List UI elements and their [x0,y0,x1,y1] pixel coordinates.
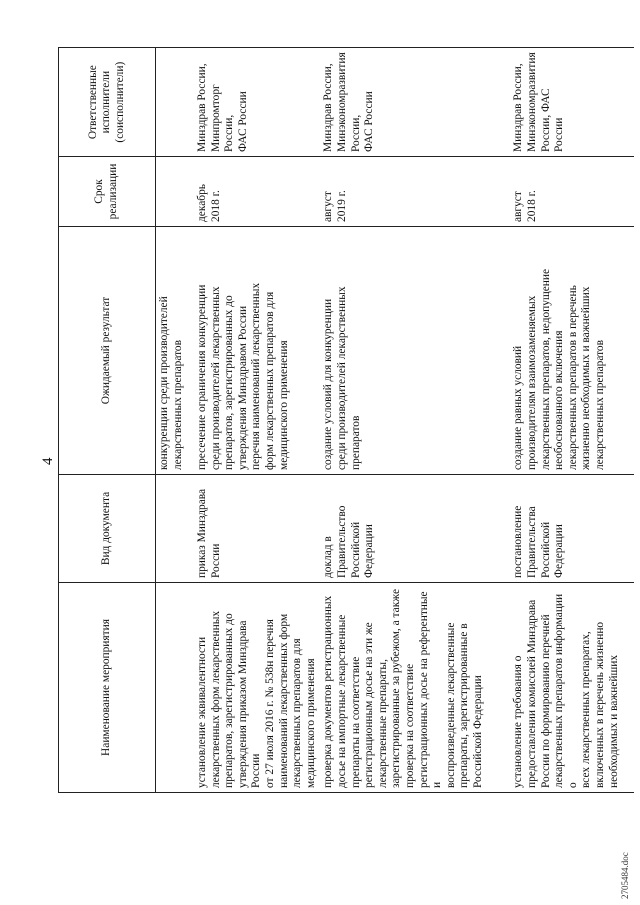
responsible-cell: Минздрав России, Минпромторг России, ФАС России [194,48,320,157]
table-row [156,48,195,793]
doc-type-cell: приказ Минздрава России [194,475,320,583]
measure-cell: установление эквивалентности лекарственных форм лекарственных препаратов, зарегистрированных до утверждения приказом Минздрава России от 27 июля 2016 г. № 538н перечня наименований лекарственных форм лекарственных препаратов для медицинского применения [194,583,320,793]
measure-cell: проверка документов регистрационных досье на импортные лекарственные препараты на соответствие регистрационным досье на эти же лекарственные препараты, зарегистрированные за рубежом, а также проверка на соответствие регистрационных досье на референтные и воспроизведенные лекарственные препараты, зарегистрированные в Российской Федерации [320,583,510,793]
doc-type-cell: доклад в Правительство Российской Федерации [320,475,510,583]
header-measure: Наименование мероприятия [59,583,156,793]
measures-table [58,47,634,793]
page-number: 4 [40,457,56,465]
measure-cell: установление требования о предоставлении комиссией Минздрава России по формированию перечней лекарственных препаратов информации о всех лекарственных препаратах, включенных в перечень жизненно необходимых и важнейших [510,583,634,793]
deadline-cell: август 2018 г. [510,157,634,227]
footer-filename: 2705484.doc [620,852,630,899]
responsible-cell: Минздрав России, Минэкономразвития России, ФАС России [510,48,634,157]
table-row [510,48,634,793]
table-row [320,48,510,793]
table-header-row [59,48,156,793]
result-cell: пресечение ограничения конкуренции среди производителей лекарственных препаратов, зарегистрированных до утверждения Минздравом России перечня наименований лекарственных форм лекарственных препаратов для медицинского применения [194,227,320,475]
responsible-cell: Минздрав России, Минэкономразвития России, ФАС России [320,48,510,157]
header-responsible: Ответственные исполнители (соисполнители) [59,48,156,157]
table-row [194,48,320,793]
header-doc-type: Вид документа [59,475,156,583]
header-result: Ожидаемый результат [59,227,156,475]
deadline-cell: август 2019 г. [320,157,510,227]
result-cell: создание условий для конкуренции среди производителей лекарственных препаратов [320,227,510,475]
deadline-cell: декабрь 2018 г. [194,157,320,227]
continuation-text: конкуренции среди производителей лекарственных препаратов [156,227,195,475]
doc-type-cell: постановление Правительства Российской Федерации [510,475,634,583]
header-deadline: Срок реализации [59,157,156,227]
result-cell: создание равных условий производителям взаимозаменяемых лекарственных препаратов, недопущение необоснованного включения лекарственных препаратов в перечень жизненно необходимых и важнейших лекарственных препаратов [510,227,634,475]
